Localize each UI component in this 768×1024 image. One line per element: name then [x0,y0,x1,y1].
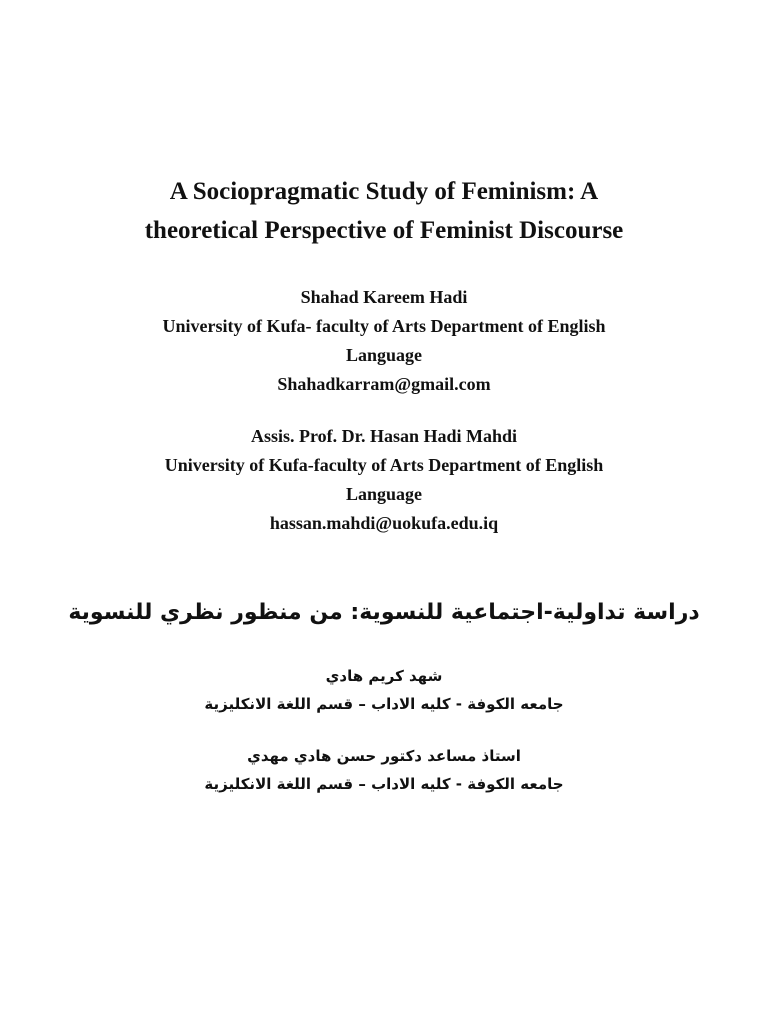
author-affiliation-line-2: Language [345,345,423,365]
author-name: Shahad Kareem Hadi [300,287,468,307]
arabic-author-affiliation: جامعه الكوفة - كليه الاداب – قسم اللغة الانكليزية [204,775,564,793]
author-affiliation-line-1: University of Kufa-faculty of Arts Department of English [164,455,604,475]
arabic-author-name: شهد كريم هادي [325,667,443,685]
paper-title-line-1: A Sociopragmatic Study of Feminism: A [169,178,599,205]
paper-title [60,172,708,250]
author-name: Assis. Prof. Dr. Hasan Hadi Mahdi [250,426,518,446]
author-affiliation-line-2: Language [345,484,423,504]
arabic-author-affiliation: جامعه الكوفة - كليه الاداب – قسم اللغة الانكليزية [204,695,564,713]
arabic-author-name: استاذ مساعد دكتور حسن هادي مهدي [247,747,521,765]
arabic-paper-title: دراسة تداولية-اجتماعية للنسوية: من منظور نظري للنسوية [68,600,700,625]
author-affiliation-line-1: University of Kufa- faculty of Arts Department of English [162,316,606,336]
author-block-1 [40,283,728,399]
author-email: Shahadkarram@gmail.com [277,374,491,394]
author-block-2 [40,422,728,538]
paper-title-line-2: theoretical Perspective of Feminist Discourse [144,217,624,244]
arabic-author-block-2 [40,742,728,798]
arabic-author-block-1 [40,662,728,718]
author-email: hassan.mahdi@uokufa.edu.iq [269,513,499,533]
